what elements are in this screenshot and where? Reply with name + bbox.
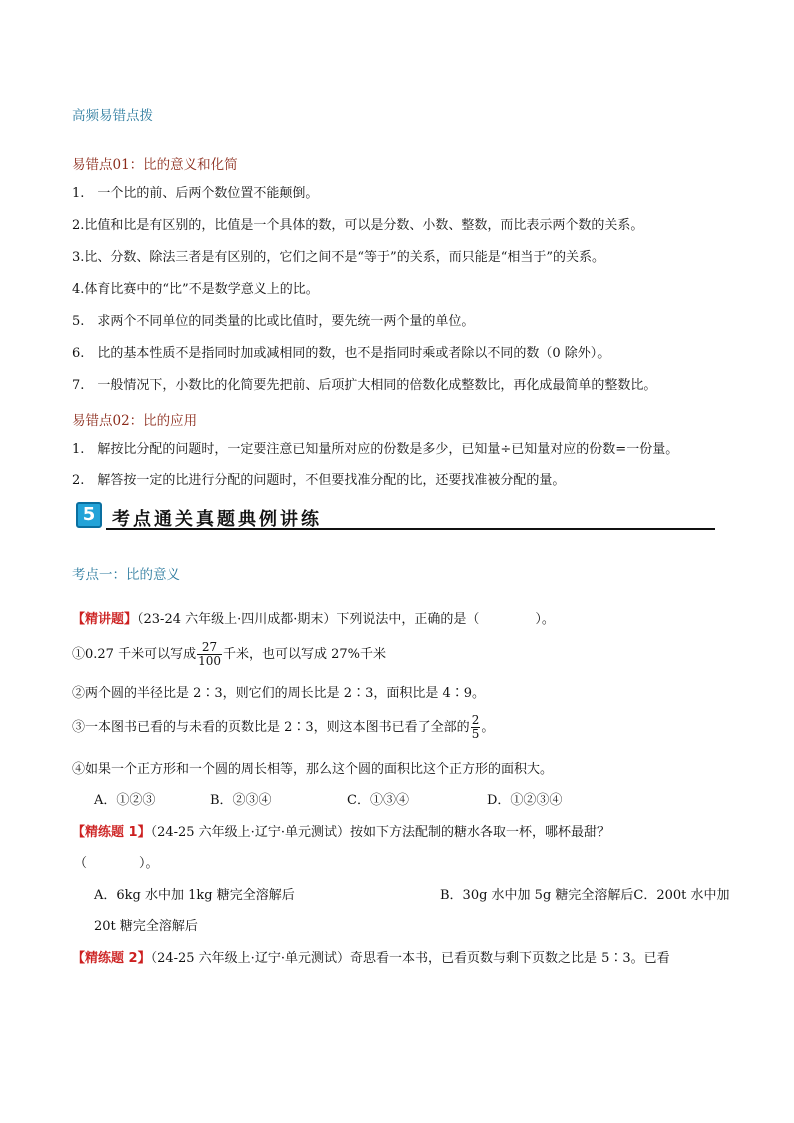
fraction-27-100: $\frac{27}{100}$ <box>198 640 221 668</box>
error-1-item-4: 4.体育比赛中的“比”不是数学意义上的比。 <box>72 282 319 297</box>
error-point-2-title: 易错点02：比的应用 <box>72 413 198 429</box>
option-b[interactable]: B．②③④ <box>210 793 272 808</box>
error-point-1-title: 易错点01：比的意义和化简 <box>72 157 238 173</box>
option-a[interactable]: A．①②③ <box>94 793 156 808</box>
question-2-option-a[interactable]: A．6kg 水中加 1kg 糖完全溶解后 <box>94 888 295 903</box>
section-title: 考点通关真题典例讲练 <box>112 509 322 530</box>
error-1-item-2: 2.比值和比是有区别的，比值是一个具体的数，可以是分数、小数、整数，而比表示两个数的关系。 <box>72 218 644 233</box>
statement-2: ②两个圆的半径比是 2∶3，则它们的周长比是 2∶3，面积比是 4∶9。 <box>72 686 486 701</box>
error-1-item-3: 3.比、分数、除法三者是有区别的，它们之间不是“等于”的关系，而只能是“相当于”的关系。 <box>72 250 605 265</box>
question-3-stem: 【精练题 2】（24-25 六年级上·辽宁·单元测试）奇思看一本书，已看页数与剩下页数之比是 5∶3。已看 <box>72 951 670 966</box>
question-2-tag: 【精练题 1】 <box>72 825 151 840</box>
kaodian-1-title: 考点一：比的意义 <box>72 567 180 583</box>
question-2-option-c-cont: 20t 糖完全溶解后 <box>94 919 198 934</box>
statement-1: ①0.27 千米可以写成 $\frac{27}{100}$ 千米，也可以写成 27%千米 <box>72 640 387 668</box>
statement-4: ④如果一个正方形和一个圆的周长相等，那么这个圆的面积比这个正方形的面积大。 <box>72 762 554 777</box>
statement-3: ③一本图书已看的与未看的页数比是 2∶3，则这本图书已看了全部的 $\frac{2}{5}$ 。 <box>72 713 495 741</box>
error-2-item-1: 1. 解按比分配的问题时，一定要注意已知量所对应的份数是多少，已知量÷已知量对应的份数=一份量。 <box>72 442 679 457</box>
error-1-item-7: 7. 一般情况下，小数比的化简要先把前、后项扩大相同的倍数化成整数比，再化成最简单的整数比。 <box>72 378 657 393</box>
question-3-tag: 【精练题 2】 <box>72 951 151 966</box>
page-heading: 高频易错点拨 <box>72 108 153 124</box>
error-1-item-1: 1. 一个比的前、后两个数位置不能颠倒。 <box>72 186 319 201</box>
option-c[interactable]: C．①③④ <box>347 793 409 808</box>
fraction-2-5: $\frac{2}{5}$ <box>471 713 480 741</box>
error-1-item-6: 6. 比的基本性质不是指同时加或减相同的数，也不是指同时乘或者除以不同的数（0 除外）。 <box>72 346 611 361</box>
question-1-tag: 【精讲题】 <box>72 612 138 627</box>
section-underline <box>106 528 715 530</box>
question-1-stem: 【精讲题】（23-24 六年级上·四川成都·期末）下列说法中，正确的是（ ）。 <box>72 612 555 627</box>
error-2-item-2: 2. 解答按一定的比进行分配的问题时，不但要找准分配的比，还要找准被分配的量。 <box>72 473 566 488</box>
question-2-option-bc[interactable]: B．30g 水中加 5g 糖完全溶解后C．200t 水中加 <box>440 888 730 903</box>
option-d[interactable]: D．①②③④ <box>487 793 563 808</box>
question-2-blank: （ ）。 <box>74 856 159 871</box>
error-1-item-5: 5. 求两个不同单位的同类量的比或比值时，要先统一两个量的单位。 <box>72 314 475 329</box>
question-2-stem: 【精练题 1】（24-25 六年级上·辽宁·单元测试）按如下方法配制的糖水各取一杯，哪杯最甜？ <box>72 825 610 840</box>
section-number-icon: 5 <box>76 502 102 528</box>
